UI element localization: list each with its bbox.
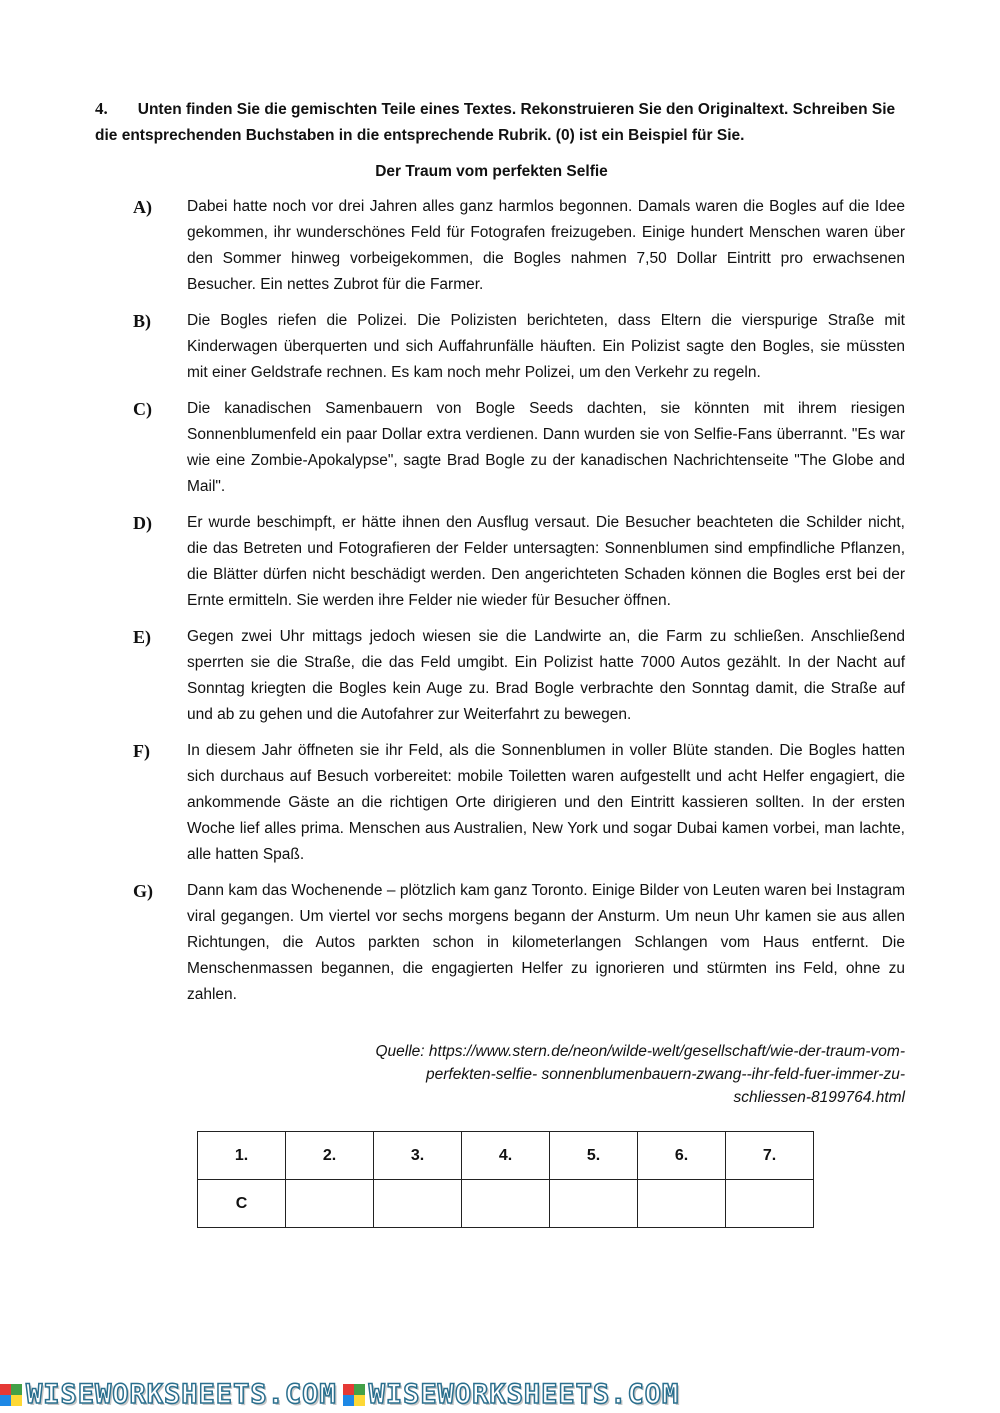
task-instruction-text: Unten finden Sie die gemischten Teile eines Textes. Rekonstruieren Sie den Originaltext. Schreiben Sie die entsprechenden Buchstaben in die entsprechende Rubrik. (0) ist ein Beispiel für Sie. bbox=[95, 101, 896, 144]
paragraph-g bbox=[133, 878, 905, 1008]
answer-header-cell: 2. bbox=[286, 1132, 374, 1180]
paragraph-a bbox=[133, 194, 905, 298]
paragraph-letter: B) bbox=[133, 311, 151, 331]
source-line: schliessen-8199764.html bbox=[733, 1089, 905, 1106]
footer-logo-text: WISEWORKSHEETS.COM bbox=[26, 1379, 337, 1410]
wiseworksheets-logo-icon bbox=[0, 1384, 22, 1406]
answer-cell[interactable] bbox=[726, 1180, 814, 1228]
answer-cell[interactable] bbox=[286, 1180, 374, 1228]
paragraph-f bbox=[133, 738, 905, 868]
footer-watermark bbox=[0, 1376, 1000, 1413]
footer-logo bbox=[343, 1379, 680, 1410]
task-number: 4. bbox=[95, 99, 108, 118]
answer-cell[interactable] bbox=[462, 1180, 550, 1228]
answer-table-answer-row bbox=[198, 1180, 814, 1228]
answer-cell[interactable] bbox=[550, 1180, 638, 1228]
answer-cell[interactable] bbox=[374, 1180, 462, 1228]
paragraph-text: Dann kam das Wochenende – plötzlich kam ganz Toronto. Einige Bilder von Leuten waren bei Instagram viral gegangen. Um viertel vor sechs morgens begann der Ansturm. Um neun Uhr kamen sie aus allen Richtungen, die Autos parkten schon in kilometerlangen Schlangen vom Haus entfernt. Die Menschenmassen begannen, die engagierten Helfer zu ignorieren und stürmten ins Feld, ohne zu zahlen. bbox=[187, 882, 905, 1003]
paragraph-e bbox=[133, 624, 905, 728]
answer-header-cell: 6. bbox=[638, 1132, 726, 1180]
answer-table-header-row bbox=[198, 1132, 814, 1180]
footer-logo bbox=[0, 1379, 337, 1410]
paragraph-b bbox=[133, 308, 905, 386]
paragraph-letter: E) bbox=[133, 627, 151, 647]
paragraph-text: Gegen zwei Uhr mittags jedoch wiesen sie die Landwirte an, die Farm zu schließen. Anschließend sperrten sie die Straße, die das Feld umgibt. Ein Polizist hatte 7000 Autos gezählt. In der Nacht auf Sonntag kriegten die Bogles kein Auge zu. Brad Bogle verbrachte den Sonntag damit, die Straße auf und ab zu gehen und die Autofahrer zur Weiterfahrt zu bewegen. bbox=[187, 628, 905, 723]
footer-logo-text: WISEWORKSHEETS.COM bbox=[368, 1379, 680, 1410]
answer-cell[interactable] bbox=[638, 1180, 726, 1228]
paragraph-text: In diesem Jahr öffneten sie ihr Feld, als die Sonnenblumen in voller Blüte standen. Die Bogles hatten sich durchaus auf Besuch vorbereitet: mobile Toiletten waren aufgestellt und acht Helfer engagiert, die ankommende Gäste an die richtigen Orte dirigieren und den Eintritt kassieren sollten. In der ersten Woche lief alles prima. Menschen aus Australien, New York und sogar Dubai kamen vorbei, man lachte, alle hatten Spaß. bbox=[187, 742, 905, 863]
answer-header-cell: 1. bbox=[198, 1132, 286, 1180]
answer-table bbox=[197, 1131, 814, 1228]
paragraph-text: Dabei hatte noch vor drei Jahren alles ganz harmlos begonnen. Damals waren die Bogles auf die Idee gekommen, ihr wunderschönes Feld für Fotografen freizugeben. Einige hundert Menschen waren über den Sommer hinweg vorbeigekommen, die Bogles nahmen 7,50 Dollar Eintritt pro erwachsenen Besucher. Ein nettes Zubrot für die Farmer. bbox=[187, 198, 905, 293]
source-citation bbox=[290, 1040, 905, 1109]
paragraph-list bbox=[133, 194, 905, 1018]
answer-header-cell: 4. bbox=[462, 1132, 550, 1180]
paragraph-letter: D) bbox=[133, 513, 152, 533]
paragraph-text: Die Bogles riefen die Polizei. Die Polizisten berichteten, dass Eltern die vierspurige Straße mit Kinderwagen überquerten und sich Auffahrunfälle häuften. Ein Polizist sagte den Bogles, sie müssten mit einer Geldstrafe rechnen. Es kam noch mehr Polizei, um den Verkehr zu regeln. bbox=[187, 312, 905, 381]
paragraph-letter: F) bbox=[133, 741, 150, 761]
source-line: perfekten-selfie- sonnenblumenbauern-zwang--ihr-feld-fuer-immer-zu- bbox=[426, 1066, 905, 1083]
answer-header-cell: 3. bbox=[374, 1132, 462, 1180]
paragraph-text: Die kanadischen Samenbauern von Bogle Seeds dachten, sie könnten mit ihrem riesigen Sonnenblumenfeld ein paar Dollar extra verdienen. Dann wurden sie von Selfie-Fans überrannt. "Es war wie eine Zombie-Apokalypse", sagte Brad Bogle zu der kanadischen Nachrichtenseite "The Globe and Mail". bbox=[187, 400, 905, 495]
paragraph-letter: C) bbox=[133, 399, 152, 419]
task-instruction bbox=[95, 96, 905, 149]
answer-header-cell: 5. bbox=[550, 1132, 638, 1180]
paragraph-text: Er wurde beschimpft, er hätte ihnen den Ausflug versaut. Die Besucher beachteten die Schilder nicht, die das Betreten und Fotografieren der Felder untersagten: Sonnenblumen sind empfindliche Pflanzen, die Blätter dürfen nicht beschädigt werden. Den angerichteten Schaden können die Bogles erst bei der Ernte ermitteln. Sie werden ihre Felder nie wieder für Besucher öffnen. bbox=[187, 514, 905, 609]
paragraph-letter: G) bbox=[133, 881, 153, 901]
answer-header-cell: 7. bbox=[726, 1132, 814, 1180]
answer-cell: C bbox=[198, 1180, 286, 1228]
source-line: Quelle: https://www.stern.de/neon/wilde-welt/gesellschaft/wie-der-traum-vom- bbox=[375, 1043, 905, 1060]
wiseworksheets-logo-icon bbox=[343, 1384, 365, 1406]
text-title: Der Traum vom perfekten Selfie bbox=[375, 163, 608, 180]
paragraph-c bbox=[133, 396, 905, 500]
paragraph-letter: A) bbox=[133, 197, 152, 217]
paragraph-d bbox=[133, 510, 905, 614]
